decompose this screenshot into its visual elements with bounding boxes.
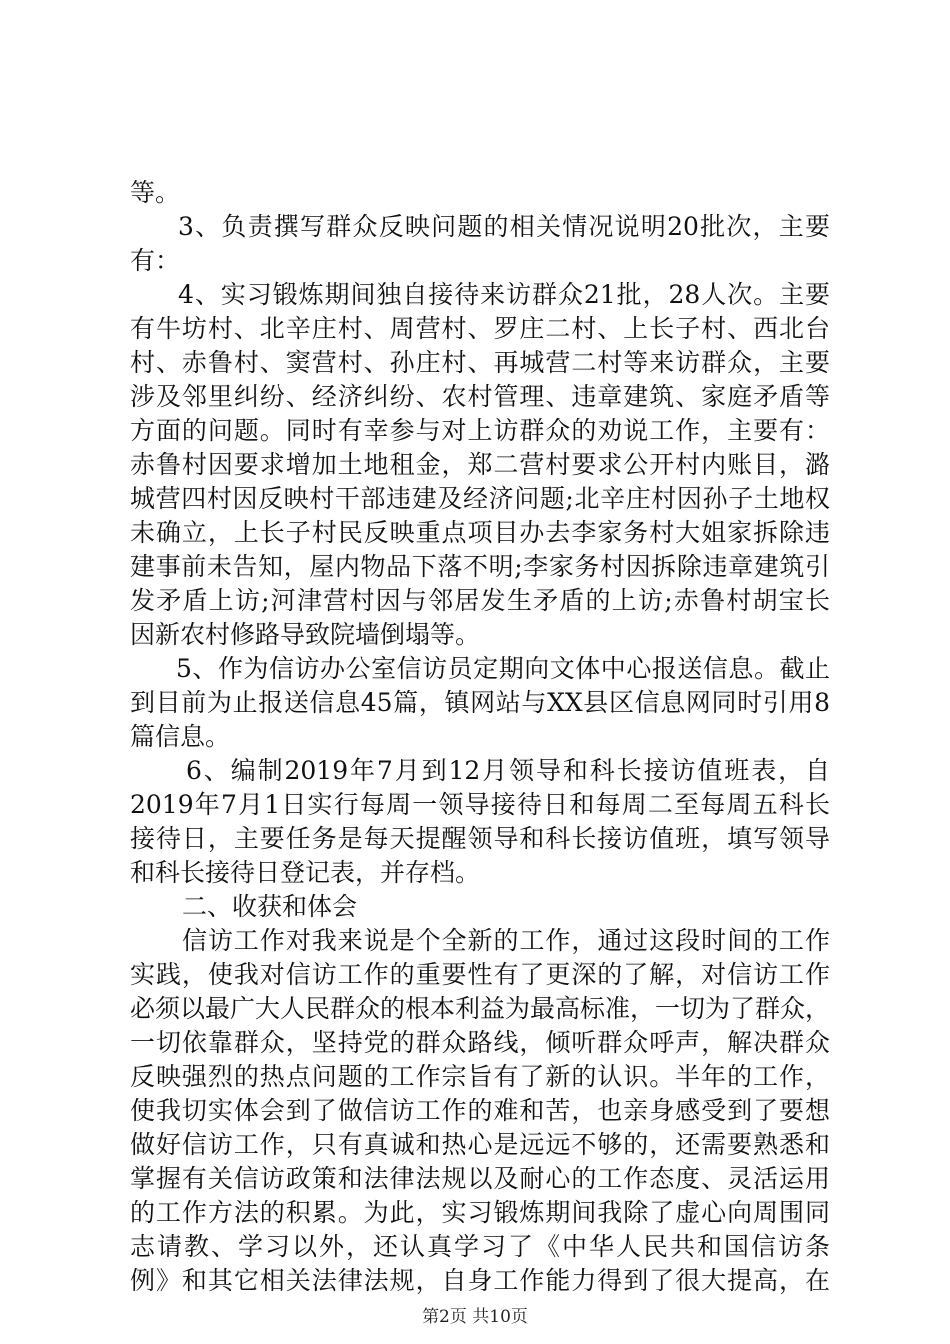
text-line: 接待日，主要任务是每天提醒领导和科长接访值班，填写领导 <box>130 824 830 853</box>
text-line: 有： <box>130 246 181 275</box>
text-line: 因新农村修路导致院墙倒塌等。 <box>130 620 481 649</box>
text-line: 村、赤鲁村、窦营村、孙庄村、再城营二村等来访群众，主要 <box>130 348 830 377</box>
text-line: 4、实习锻炼期间独自接待来访群众21批，28人次。主要 <box>178 280 830 309</box>
text-line: 做好信访工作，只有真诚和热心是远远不够的，还需要熟悉和 <box>130 1130 830 1159</box>
text-line: 涉及邻里纠纷、经济纠纷、农村管理、违章建筑、家庭矛盾等 <box>130 382 830 411</box>
text-line: 信访工作对我来说是个全新的工作，通过这段时间的工作 <box>182 926 830 955</box>
text-line: 6、编制2019年7月到12月领导和科长接访值班表，自 <box>186 756 830 785</box>
text-line: 有牛坊村、北辛庄村、周营村、罗庄二村、上长子村、西北台 <box>130 314 830 343</box>
text-line: 到目前为止报送信息45篇，镇网站与XX县区信息网同时引用8 <box>130 688 830 717</box>
text-line: 5、作为信访办公室信访员定期向文体中心报送信息。截止 <box>176 654 830 683</box>
text-line: 城营四村因反映村干部违建及经济问题;北辛庄村因孙子土地权 <box>130 484 830 513</box>
text-line: 和科长接待日登记表，并存档。 <box>130 858 481 887</box>
text-line: 的工作方法的积累。为此，实习锻炼期间我除了虚心向周围同 <box>130 1198 830 1227</box>
text-line: 2019年7月1日实行每周一领导接待日和每周二至每周五科长 <box>130 790 830 819</box>
page-number-footer: 第2页 共10页 <box>422 1307 528 1327</box>
text-line: 掌握有关信访政策和法律法规以及耐心的工作态度、灵活运用 <box>130 1164 830 1193</box>
text-line: 篇信息。 <box>130 722 231 751</box>
section-heading: 二、收获和体会 <box>182 892 358 921</box>
text-line: 例》和其它相关法律法规，自身工作能力得到了很大提高，在 <box>130 1266 830 1295</box>
text-line: 志请教、学习以外，还认真学习了《中华人民共和国信访条 <box>130 1232 830 1261</box>
text-line: 反映强烈的热点问题的工作宗旨有了新的认识。半年的工作， <box>130 1062 830 1091</box>
text-line: 使我切实体会到了做信访工作的难和苦，也亲身感受到了要想 <box>130 1096 830 1125</box>
text-line: 一切依靠群众，坚持党的群众路线，倾听群众呼声，解决群众 <box>130 1028 830 1057</box>
text-line: 必须以最广大人民群众的根本利益为最高标准，一切为了群众， <box>130 994 831 1023</box>
text-line: 3、负责撰写群众反映问题的相关情况说明20批次，主要 <box>178 212 830 241</box>
text-line: 赤鲁村因要求增加土地租金，郑二营村要求公开村内账目，潞 <box>130 450 830 479</box>
text-line: 等。 <box>130 178 181 207</box>
text-line: 方面的问题。同时有幸参与对上访群众的劝说工作，主要有： <box>130 416 830 445</box>
text-line: 未确立，上长子村民反映重点项目办去李家务村大姐家拆除违 <box>130 518 830 547</box>
text-line: 建事前未告知，屋内物品下落不明;李家务村因拆除违章建筑引 <box>130 552 830 581</box>
text-line: 发矛盾上访;河津营村因与邻居发生矛盾的上访;赤鲁村胡宝长 <box>130 586 830 615</box>
text-line: 实践，使我对信访工作的重要性有了更深的了解，对信访工作 <box>130 960 830 989</box>
